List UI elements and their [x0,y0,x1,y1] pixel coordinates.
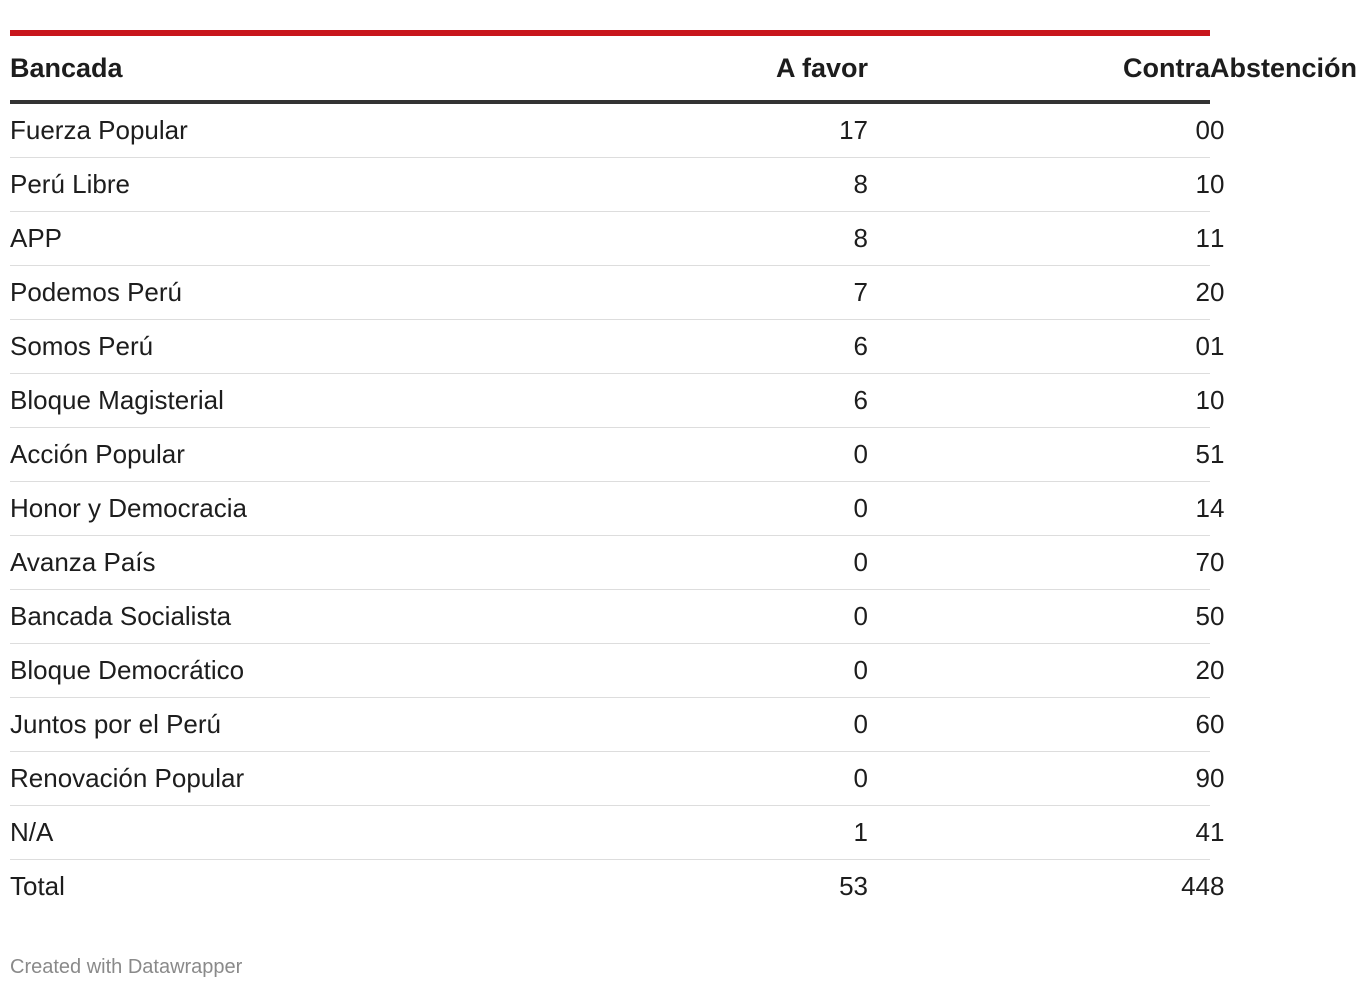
votes-table [10,36,1357,913]
cell-bancada: N/A [10,806,580,860]
cell-bancada: Juntos por el Perú [10,698,580,752]
cell-a-favor: 0 [580,590,868,644]
table-row: Bloque Democrático 0 2 0 [10,644,1210,698]
cell-bancada: Renovación Popular [10,752,580,806]
table-row: Fuerza Popular 17 0 0 [10,102,1210,158]
cell-a-favor: 6 [580,320,868,374]
cell-contra: 6 [868,698,1210,752]
header-contra: Contra [868,36,1210,102]
table-row: Bancada Socialista 0 5 0 [10,590,1210,644]
cell-contra: 44 [1181,871,1210,901]
cell-a-favor: 0 [580,428,868,482]
table-row: Juntos por el Perú 0 6 0 [10,698,1210,752]
cell-a-favor: 1 [580,806,868,860]
cell-bancada: Bloque Magisterial [10,374,580,428]
cell-contra: 1 [868,158,1210,212]
cell-a-favor: 0 [580,482,868,536]
cell-contra: 4 [868,806,1210,860]
cell-a-favor: 0 [580,536,868,590]
cell-contra: 7 [868,536,1210,590]
cell-a-favor: 17 [580,102,868,158]
cell-a-favor: 8 [580,158,868,212]
cell-bancada: Somos Perú [10,320,580,374]
cell-contra: 1 [868,212,1210,266]
cell-bancada: Honor y Democracia [10,482,580,536]
cell-a-favor: 53 [839,871,868,901]
table-row: APP 8 1 1 [10,212,1210,266]
table-header-row: Bancada A favor Contra Abstención [10,36,1210,102]
table-total-row: Total 53 44 8 [10,860,1210,914]
header-a-favor: A favor [580,36,868,102]
table-row: Somos Perú 6 0 1 [10,320,1210,374]
table-row: Podemos Perú 7 2 0 [10,266,1210,320]
cell-bancada: Acción Popular [10,428,580,482]
cell-bancada: Perú Libre [10,158,580,212]
cell-a-favor: 0 [580,752,868,806]
cell-a-favor: 7 [580,266,868,320]
cell-a-favor: 0 [580,698,868,752]
cell-bancada: Podemos Perú [10,266,580,320]
cell-contra: 1 [868,374,1210,428]
table-row: Acción Popular 0 5 1 [10,428,1210,482]
cell-bancada: APP [10,212,580,266]
cell-a-favor: 0 [580,644,868,698]
datawrapper-credit: Created with Datawrapper [10,956,243,978]
header-bancada: Bancada [10,36,580,102]
cell-contra: 5 [868,590,1210,644]
cell-bancada: Total [10,871,65,901]
cell-contra: 1 [868,482,1210,536]
table-row: Honor y Democracia 0 1 4 [10,482,1210,536]
cell-a-favor: 8 [580,212,868,266]
table-row: Avanza País 0 7 0 [10,536,1210,590]
table-container [10,30,1357,913]
cell-bancada: Fuerza Popular [10,102,580,158]
cell-contra: 2 [868,644,1210,698]
cell-contra: 2 [868,266,1210,320]
cell-a-favor: 6 [580,374,868,428]
cell-bancada: Bancada Socialista [10,590,580,644]
cell-contra: 0 [868,102,1210,158]
cell-bancada: Avanza País [10,536,580,590]
cell-contra: 0 [868,320,1210,374]
table-row: N/A 1 4 1 [10,806,1210,860]
cell-contra: 9 [868,752,1210,806]
table-row: Bloque Magisterial 6 1 0 [10,374,1210,428]
cell-bancada: Bloque Democrático [10,644,580,698]
table-row: Perú Libre 8 1 0 [10,158,1210,212]
cell-contra: 5 [868,428,1210,482]
table-row: Renovación Popular 0 9 0 [10,752,1210,806]
table-body [10,102,1225,913]
